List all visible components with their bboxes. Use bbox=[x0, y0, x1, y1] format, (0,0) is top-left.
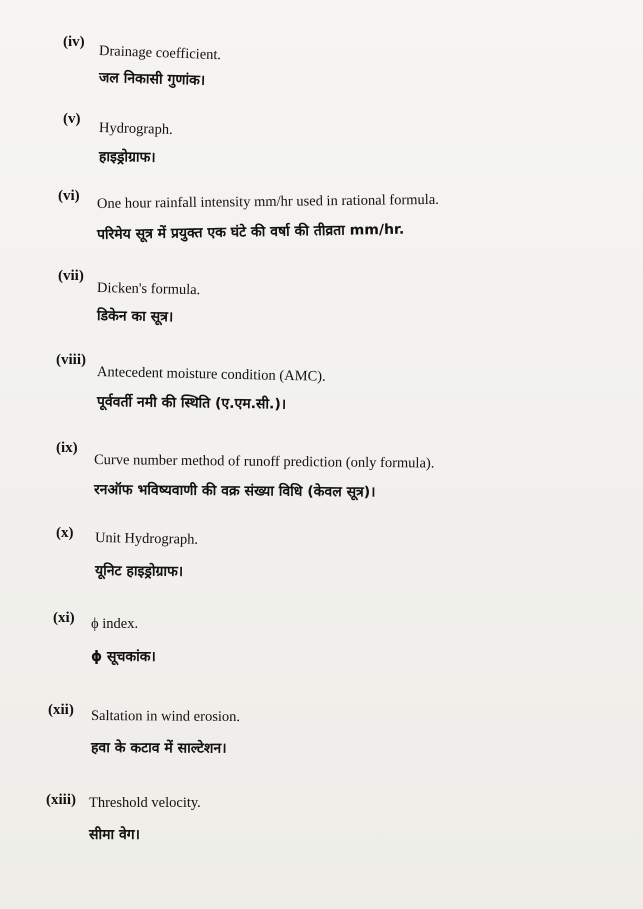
question-number: (xiii) bbox=[46, 792, 76, 808]
question-english: ϕ index. bbox=[91, 616, 139, 632]
question-hindi: रनऑफ भविष्यवाणी की वक्र संख्या विधि (केवल सूत्र)। bbox=[93, 482, 376, 501]
question-hindi: जल निकासी गुणांक। bbox=[98, 70, 206, 89]
question-number: (x) bbox=[56, 525, 74, 541]
question-number: (v) bbox=[63, 111, 81, 127]
question-number: (ix) bbox=[56, 440, 78, 456]
question-hindi: ϕ सूचकांक। bbox=[91, 649, 156, 665]
question-english: Drainage coefficient. bbox=[98, 43, 222, 64]
show-through-text bbox=[420, 40, 423, 52]
question-english: Dicken's formula. bbox=[96, 280, 201, 299]
question-english: Unit Hydrograph. bbox=[94, 530, 199, 548]
question-hindi: सीमा वेग। bbox=[89, 827, 140, 843]
question-hindi: हाइड्रोग्राफ। bbox=[98, 149, 156, 166]
question-number: (iv) bbox=[63, 34, 85, 50]
question-number: (vii) bbox=[58, 268, 84, 284]
question-english: Antecedent moisture condition (AMC). bbox=[96, 364, 326, 385]
question-english: Threshold velocity. bbox=[89, 795, 201, 811]
question-hindi: हवा के कटाव में साल्टेशन। bbox=[90, 740, 227, 757]
question-english: Hydrograph. bbox=[98, 120, 173, 138]
question-english: Saltation in wind erosion. bbox=[90, 708, 241, 726]
question-english: Curve number method of runoff prediction (only formula). bbox=[93, 452, 435, 472]
question-number: (vi) bbox=[58, 188, 80, 204]
question-hindi: यूनिट हाइड्रोग्राफ। bbox=[94, 563, 184, 580]
question-hindi: डिकेन का सूत्र। bbox=[96, 308, 174, 326]
question-hindi: पूर्ववर्ती नमी की स्थिति (ए.एम.सी.)। bbox=[96, 394, 287, 413]
question-hindi: परिमेय सूत्र में प्रयुक्त एक घंटे की वर्षा की तीव्रता mm/hr. bbox=[96, 221, 405, 243]
question-english: One hour rainfall intensity mm/hr used in rational formula. bbox=[96, 191, 439, 212]
question-number: (xi) bbox=[53, 610, 75, 626]
question-number: (xii) bbox=[48, 702, 74, 718]
question-number: (viii) bbox=[56, 352, 86, 368]
